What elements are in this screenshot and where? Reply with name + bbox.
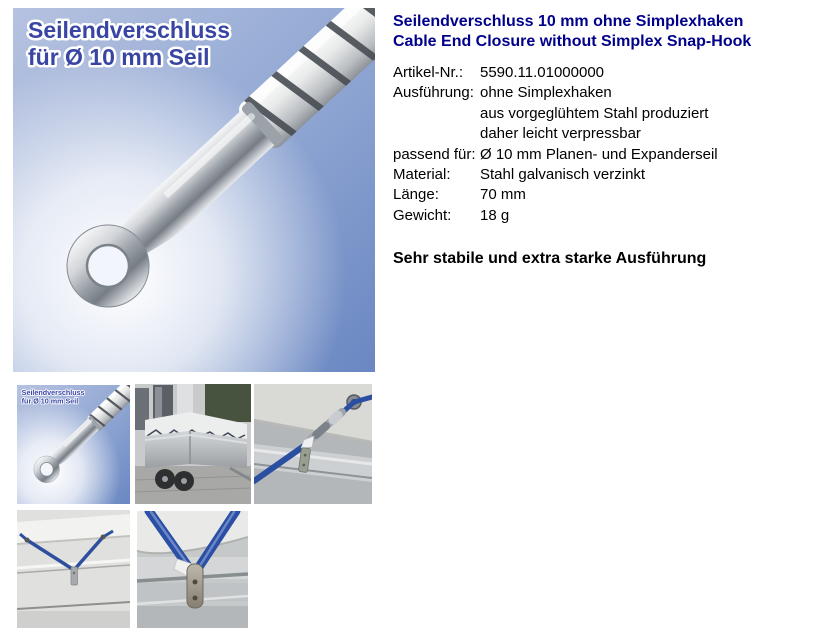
spec-label: Material: bbox=[393, 166, 451, 184]
spec-value: 18 g bbox=[480, 206, 510, 224]
thumbnail-rope-v-bracket-closeup[interactable] bbox=[137, 511, 248, 628]
product-details bbox=[393, 12, 807, 268]
product-main-image bbox=[13, 8, 375, 372]
spec-value: 70 mm bbox=[480, 186, 526, 204]
overlay-line-2: für Ø 10 mm Seil bbox=[28, 44, 210, 70]
spec-label bbox=[393, 124, 480, 144]
page-title-en: Cable End Closure without Simplex Snap-Hook bbox=[393, 33, 752, 50]
spec-table bbox=[393, 63, 807, 226]
spec-value: daher leicht verpressbar bbox=[480, 125, 641, 143]
spec-value: Ø 10 mm Planen- und Expanderseil bbox=[480, 145, 718, 163]
spec-label: Gewicht: bbox=[393, 206, 452, 224]
spec-row bbox=[393, 145, 807, 165]
spec-value: aus vorgeglühtem Stahl produziert bbox=[480, 104, 709, 122]
spec-value: Stahl galvanisch verzinkt bbox=[480, 166, 646, 184]
spec-row bbox=[393, 104, 807, 124]
product-highlight-note: Sehr stabile und extra starke Ausführung bbox=[393, 250, 707, 268]
spec-label bbox=[393, 104, 480, 124]
photo-overlay-caption bbox=[28, 17, 230, 70]
spec-label: Länge: bbox=[393, 186, 439, 204]
thumbnail-rope-v-on-panel[interactable] bbox=[17, 510, 130, 628]
page-title-de: Seilendverschluss 10 mm ohne Simplexhaken bbox=[393, 13, 744, 30]
spec-label: passend für: bbox=[393, 145, 476, 163]
spec-label: Ausführung: bbox=[393, 84, 474, 102]
product-photo bbox=[13, 8, 375, 372]
spec-row bbox=[393, 83, 807, 103]
spec-label: Artikel-Nr.: bbox=[393, 64, 464, 81]
spec-row bbox=[393, 63, 807, 83]
spec-row bbox=[393, 206, 807, 226]
cable-end-closure-artwork bbox=[13, 8, 375, 372]
spec-value: 5590.11.01000000 bbox=[480, 64, 605, 81]
thumbnail-trailer-image bbox=[135, 384, 251, 504]
thumbnail-trailer-with-tarp[interactable] bbox=[135, 384, 251, 504]
spec-value: ohne Simplexhaken bbox=[480, 84, 612, 102]
overlay-line-1: Seilendverschluss bbox=[28, 17, 230, 43]
thumbnail-tarp-corner-image bbox=[254, 384, 372, 504]
thumbnail-product-render[interactable] bbox=[17, 385, 130, 504]
spec-row bbox=[393, 124, 807, 144]
spec-row bbox=[393, 165, 807, 185]
thumbnail-rope-v-image bbox=[17, 510, 130, 628]
spec-row bbox=[393, 185, 807, 205]
thumbnail-product-render-image bbox=[17, 385, 130, 504]
thumbnail-rope-v-closeup-image bbox=[137, 511, 248, 628]
thumbnail-tarp-corner-closeup[interactable] bbox=[254, 384, 372, 504]
